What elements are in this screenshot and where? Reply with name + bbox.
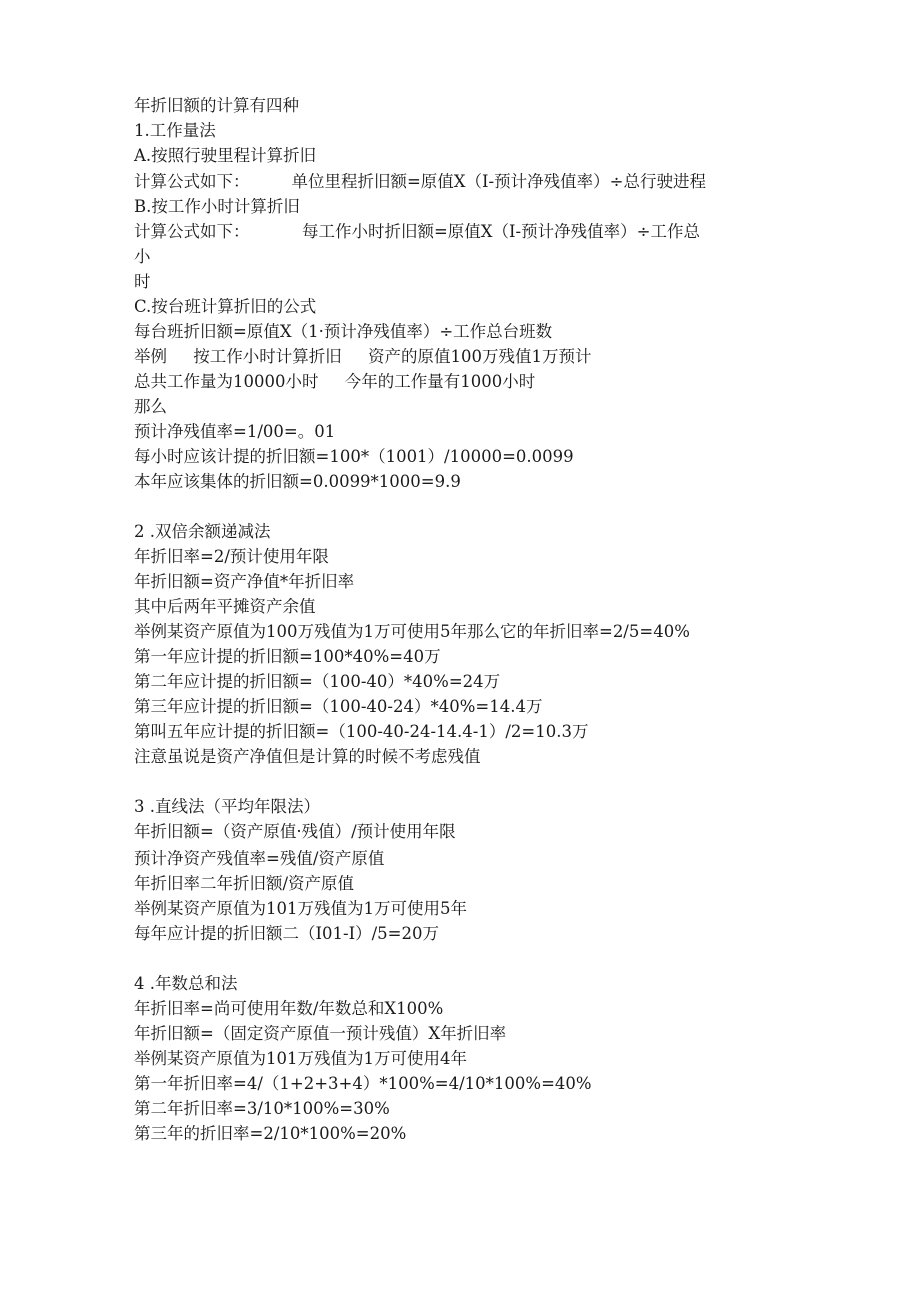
text-line: 那么 bbox=[134, 397, 167, 416]
formula-line: 年折旧额=资产净值*年折旧率 bbox=[134, 572, 355, 591]
example-line: 举例某资产原值为100万残值为1万可使用5年那么它的年折旧率=2/5=40% bbox=[134, 622, 690, 641]
calculation-line: 第三年应计提的折旧额=（100-40-24）*40%=14.4万 bbox=[134, 697, 543, 716]
formula-line: 计算公式如下： 每工作小时折旧额=原值X（I-预计净残值率）÷工作总 bbox=[134, 222, 700, 241]
calculation-line: 本年应该集体的折旧额=0.0099*1000=9.9 bbox=[134, 472, 461, 491]
example-line: 总共工作量为10000小时 今年的工作量有1000小时 bbox=[134, 372, 536, 391]
text-line: 其中后两年平摊资产余值 bbox=[134, 597, 316, 616]
calculation-line: 第一年应计提的折旧额=100*40%=40万 bbox=[134, 647, 441, 666]
section-heading: 4 .年数总和法 bbox=[134, 974, 238, 993]
formula-line: 预计净资产残值率=残值/资产原值 bbox=[134, 849, 385, 868]
example-line: 举例某资产原值为101万残值为1万可使用5年 bbox=[134, 899, 467, 918]
formula-line: 计算公式如下： 单位里程折旧额=原值X（I-预计净残值率）÷总行驶进程 bbox=[134, 172, 706, 191]
example-line: 举例某资产原值为101万残值为1万可使用4年 bbox=[134, 1049, 467, 1068]
subsection-heading: C.按台班计算折旧的公式 bbox=[134, 297, 317, 316]
calculation-line: 每小时应该计提的折旧额=100*（1001）/10000=0.0099 bbox=[134, 447, 574, 466]
example-line: 举例 按工作小时计算折旧 资产的原值100万残值1万预计 bbox=[134, 347, 592, 366]
text-line: 小 bbox=[134, 247, 151, 266]
subsection-heading: B.按工作小时计算折旧 bbox=[134, 197, 300, 216]
text-line: 时 bbox=[134, 272, 151, 291]
doc-title: 年折旧额的计算有四种 bbox=[134, 96, 299, 115]
formula-line: 每台班折旧额=原值X（1·预计净残值率）÷工作总台班数 bbox=[134, 322, 553, 341]
note-line: 注意虽说是资产净值但是计算的时候不考虑残值 bbox=[134, 747, 481, 766]
formula-line: 年折旧率=2/预计使用年限 bbox=[134, 547, 329, 566]
calculation-line: 每年应计提的折旧额二（I01-I）/5=20万 bbox=[134, 924, 439, 943]
section-heading: 2 .双倍余额递减法 bbox=[134, 522, 271, 541]
calculation-line: 第二年应计提的折旧额=（100-40）*40%=24万 bbox=[134, 672, 501, 691]
calculation-line: 第二年折旧率=3/10*100%=30% bbox=[134, 1099, 390, 1118]
calculation-line: 第三年的折旧率=2/10*100%=20% bbox=[134, 1124, 407, 1143]
section-heading: 1.工作量法 bbox=[134, 121, 216, 140]
calculation-line: 第叫五年应计提的折旧额=（100-40-24-14.4-1）/2=10.3万 bbox=[134, 722, 589, 741]
calculation-line: 第一年折旧率=4/（1+2+3+4）*100%=4/10*100%=40% bbox=[134, 1074, 592, 1093]
formula-line: 年折旧额=（资产原值·残值）/预计使用年限 bbox=[134, 822, 456, 841]
formula-line: 年折旧率=尚可使用年数/年数总和X100% bbox=[134, 999, 444, 1018]
formula-line: 年折旧率二年折旧额/资产原值 bbox=[134, 874, 355, 893]
formula-line: 年折旧额=（固定资产原值一预计残值）X年折旧率 bbox=[134, 1024, 507, 1043]
subsection-heading: A.按照行驶里程计算折旧 bbox=[134, 146, 317, 165]
calculation-line: 预计净残值率=1/00=。01 bbox=[134, 422, 336, 441]
section-heading: 3 .直线法（平均年限法） bbox=[134, 797, 320, 816]
